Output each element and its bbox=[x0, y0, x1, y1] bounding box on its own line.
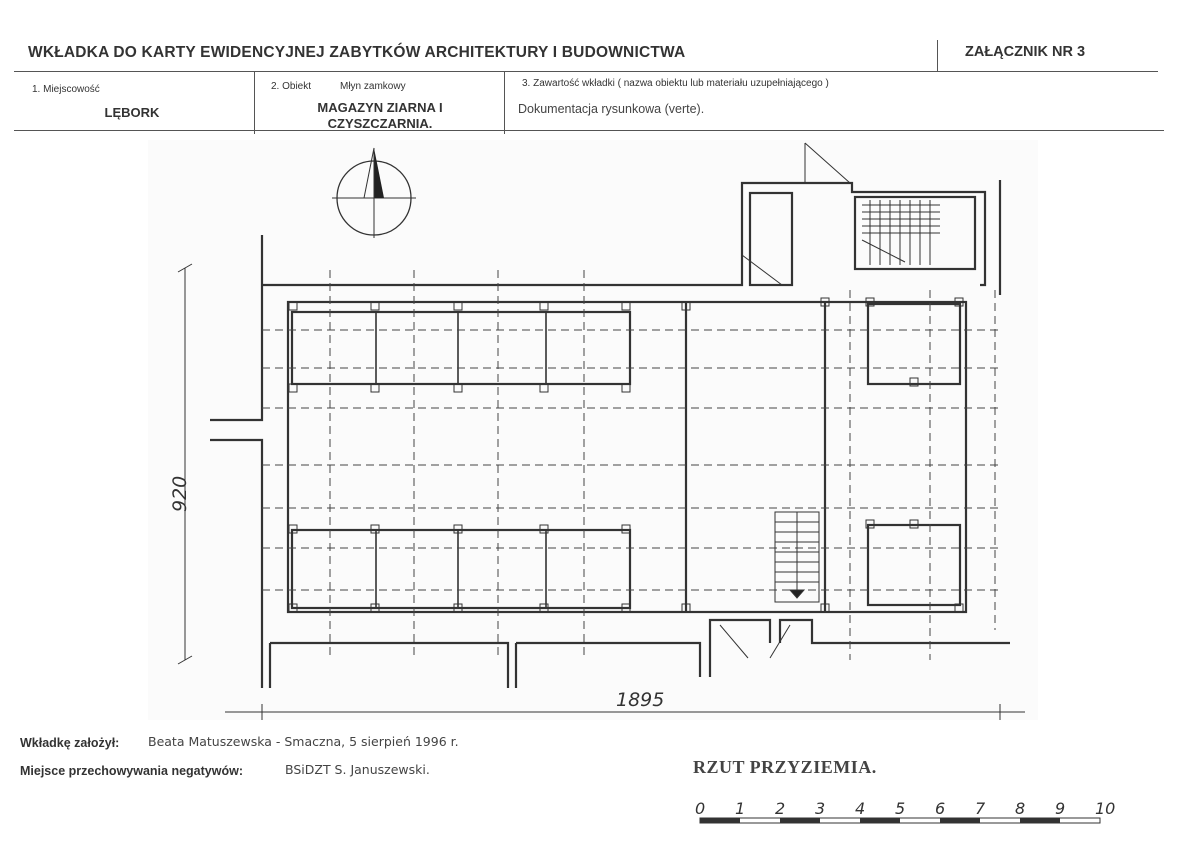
storage-value: BSiDZT S. Januszewski. bbox=[285, 762, 430, 777]
scale-label: 6 bbox=[935, 799, 946, 818]
form-title: WKŁADKA DO KARTY EWIDENCYJNEJ ZABYTKÓW ARCHITEKTURY I BUDOWNICTWA bbox=[28, 44, 686, 61]
contents-label: 3. Zawartość wkładki ( nazwa obiektu lub materiału uzupełniającego ) bbox=[522, 78, 829, 89]
locality-value: LĘBORK bbox=[104, 105, 160, 120]
contents-value: Dokumentacja rysunkowa (verte). bbox=[518, 102, 705, 116]
annex-number: ZAŁĄCZNIK NR 3 bbox=[965, 44, 1086, 60]
dimension-vertical-label: 920 bbox=[169, 475, 191, 512]
storage-label: Miejsce przechowywania negatywów: bbox=[20, 764, 243, 778]
object-value-line2: CZYSZCZARNIA. bbox=[327, 116, 433, 131]
scale-label: 3 bbox=[815, 799, 826, 818]
author-value: Beata Matuszewska - Smaczna, 5 sierpień 1996 r. bbox=[148, 734, 459, 749]
object-value-line1: MAGAZYN ZIARNA I bbox=[317, 100, 443, 115]
plan-title: RZUT PRZYZIEMIA. bbox=[693, 757, 877, 777]
scale-label: 0 bbox=[695, 799, 706, 818]
scale-label: 8 bbox=[1015, 799, 1026, 818]
locality-label: 1. Miejscowość bbox=[32, 84, 100, 95]
object-label: 2. Obiekt bbox=[271, 81, 312, 92]
scale-label: 7 bbox=[975, 799, 986, 818]
object-name: Młyn zamkowy bbox=[340, 81, 406, 92]
scale-label: 10 bbox=[1095, 799, 1116, 818]
scale-label: 9 bbox=[1055, 799, 1066, 818]
author-label: Wkładkę założył: bbox=[20, 736, 120, 750]
scale-label: 2 bbox=[775, 799, 786, 818]
scale-labels bbox=[695, 799, 1115, 818]
scale-label: 1 bbox=[735, 799, 746, 818]
dimension-horizontal-label: 1895 bbox=[616, 689, 665, 711]
drawing-sheet bbox=[148, 140, 1038, 720]
scale-bar bbox=[700, 818, 1100, 823]
scale-label: 4 bbox=[855, 799, 866, 818]
scale-label: 5 bbox=[895, 799, 906, 818]
